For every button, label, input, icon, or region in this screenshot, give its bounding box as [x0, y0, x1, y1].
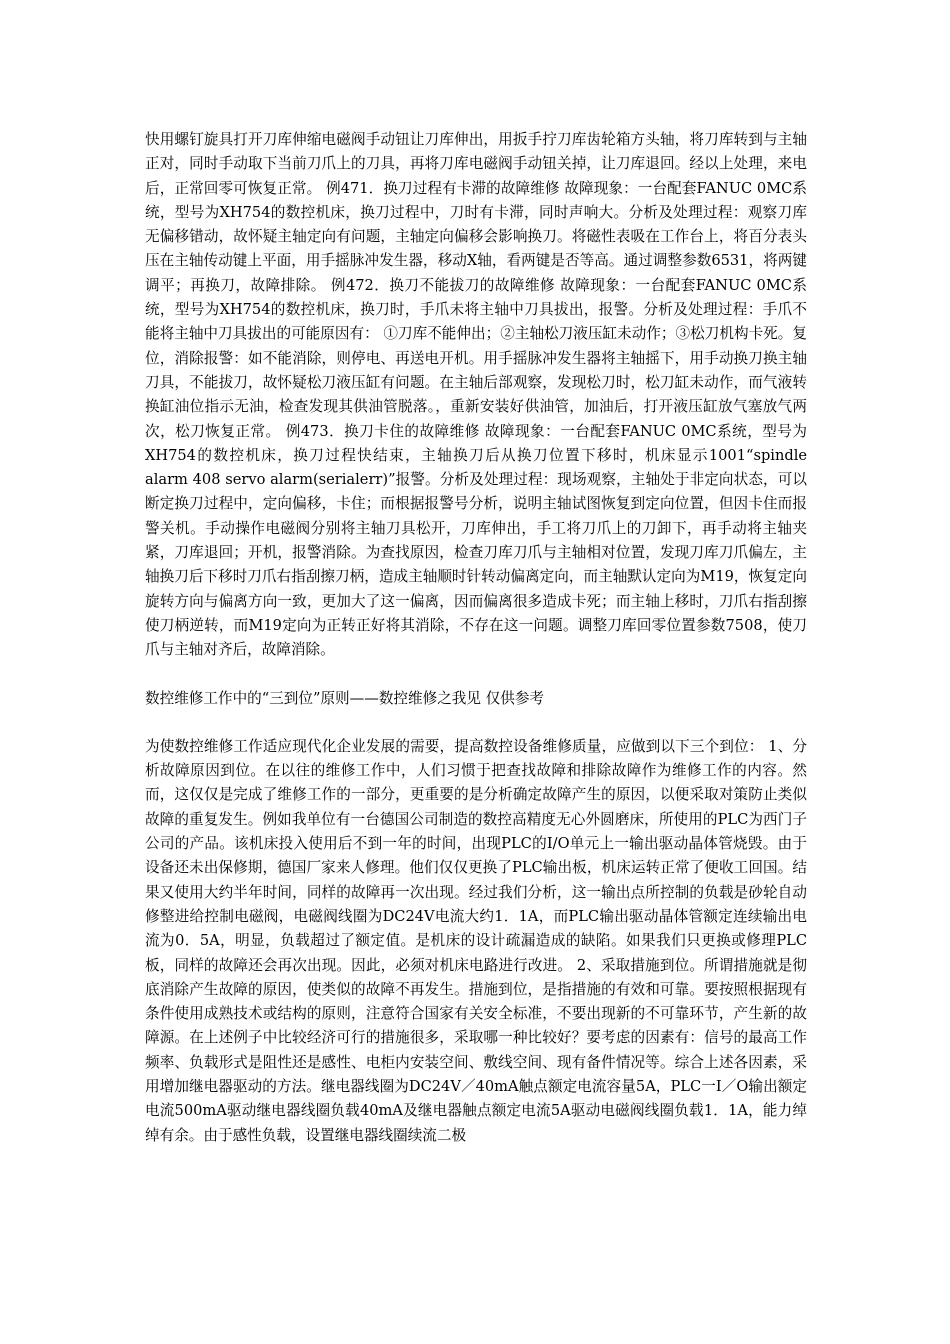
section-heading: 数控维修工作中的“三到位”原则——数控维修之我见 仅供参考	[145, 689, 545, 707]
document-body	[145, 128, 807, 1148]
body-paragraph: 为使数控维修工作适应现代化企业发展的需要，提高数控设备维修质量，应做到以下三个到位： 1、分析故障原因到位。在以往的维修工作中，人们习惯于把查找故障和排除故障作为维修工作的内容。然而，这仅仅是完成了维修工作的一部分，更重要的是分析确定故障产生的原因，以便采取对策防止类似故障的重复发生。例如我单位有一台德国公司制造的数控高精度无心外圆磨床，所使用的PLC为西门子公司的产品。该机床投入使用后不到一年的时间，出现PLC的I/O单元上一输出驱动晶体管烧毁。由于设备还未出保修期，德国厂家来人修理。他们仅仅更换了PLC输出板，机床运转正常了便收工回国。结果又使用大约半年时间，同样的故障再一次出现。经过我们分析，这一输出点所控制的负载是砂轮自动修整进给控制电磁阀，电磁阀线圈为DC24V电流大约1．1A，而PLC输出驱动晶体管额定连续输出电流为0．5A，明显，负载超过了额定值。是机床的设计疏漏造成的缺陷。如果我们只更换或修理PLC板，同样的故障还会再次出现。因此，必须对机床电路进行改进。 2、采取措施到位。所谓措施就是彻底消除产生故障的原因，使类似的故障不再发生。措施到位，是指措施的有效和可靠。要按照根据现有条件使用成熟技术或结构的原则，注意符合国家有关安全标准，不要出现新的不可靠环节，产生新的故障源。在上述例子中比较经济可行的措施很多，采取哪一种比较好？要考虑的因素有：信号的最高工作频率、负载形式是阻性还是感性、电柜内安装空间、敷线空间、现有备件情况等。综合上述各因素，采用增加继电器驱动的方法。继电器线圈为DC24V／40mA触点额定电流容量5A，PLC一I／O输出额定电流500mA驱动继电器线圈负载40mA及继电器触点额定电流5A驱动电磁阀线圈负载1．1A，能力绰绰有余。由于感性负载，设置继电器线圈续流二极	[145, 737, 807, 1144]
body-paragraph: 快用螺钉旋具打开刀库伸缩电磁阀手动钮让刀库伸出，用扳手拧刀库齿轮箱方头轴，将刀库转到与主轴正对，同时手动取下当前刀爪上的刀具，再将刀库电磁阀手动钮关掉，让刀库退回。经以上处理，来电后，正常回零可恢复正常。 例471．换刀过程有卡滞的故障维修 故障现象：一台配套FANUC 0MC系统，型号为XH754的数控机床，换刀过程中，刀时有卡滞，同时声响大。分析及处理过程：观察刀库无偏移错动，故怀疑主轴定向有问题，主轴定向偏移会影响换刀。将磁性表吸在工作台上，将百分表头压在主轴传动键上平面，用手摇脉冲发生器，移动X轴，看两键是否等高。通过调整参数6531，将两键调平；再换刀，故障排除。 例472．换刀不能拔刀的故障维修 故障现象：一台配套FANUC 0MC系统，型号为XH754的数控机床，换刀时，手爪未将主轴中刀具拔出，报警。分析及处理过程：手爪不能将主轴中刀具拔出的可能原因有： ①刀库不能伸出；②主轴松刀液压缸未动作；③松刀机构卡死。复位，消除报警：如不能消除，则停电、再送电开机。用手摇脉冲发生器将主轴摇下，用手动换刀换主轴刀具，不能拔刀，故怀疑松刀液压缸有问题。在主轴后部观察，发现松刀时，松刀缸未动作，而气液转换缸油位指示无油，检查发现其供油管脱落。，重新安装好供油管，加油后，打开液压缸放气塞放气两次，松刀恢复正常。 例473．换刀卡住的故障维修 故障现象：一台配套FANUC 0MC系统，型号为XH754的数控机床，换刀过程快结束，主轴换刀后从换刀位置下移时，机床显示1001“spindle alarm 408 servo alarm(serialerr)”报警。分析及处理过程：现场观察，主轴处于非定向状态，可以断定换刀过程中，定向偏移，卡住；而根据报警号分析，说明主轴试图恢复到定向位置，但因卡住而报警关机。手动操作电磁阀分别将主轴刀具松开，刀库伸出，手工将刀爪上的刀卸下，再手动将主轴夹紧，刀库退回；开机，报警消除。为查找原因，检查刀库刀爪与主轴相对位置，发现刀库刀爪偏左，主轴换刀后下移时刀爪右指刮擦刀柄，造成主轴顺时针转动偏离定向，而主轴默认定向为M19，恢复定向旋转方向与偏离方向一致，更加大了这一偏离，因而偏离很多造成卡死；而主轴上移时，刀爪右指刮擦使刀柄逆转，而M19定向为正转正好将其消除，不存在这一问题。调整刀库回零位置参数7508，使刀爪与主轴对齐后，故障消除。	[145, 131, 807, 659]
